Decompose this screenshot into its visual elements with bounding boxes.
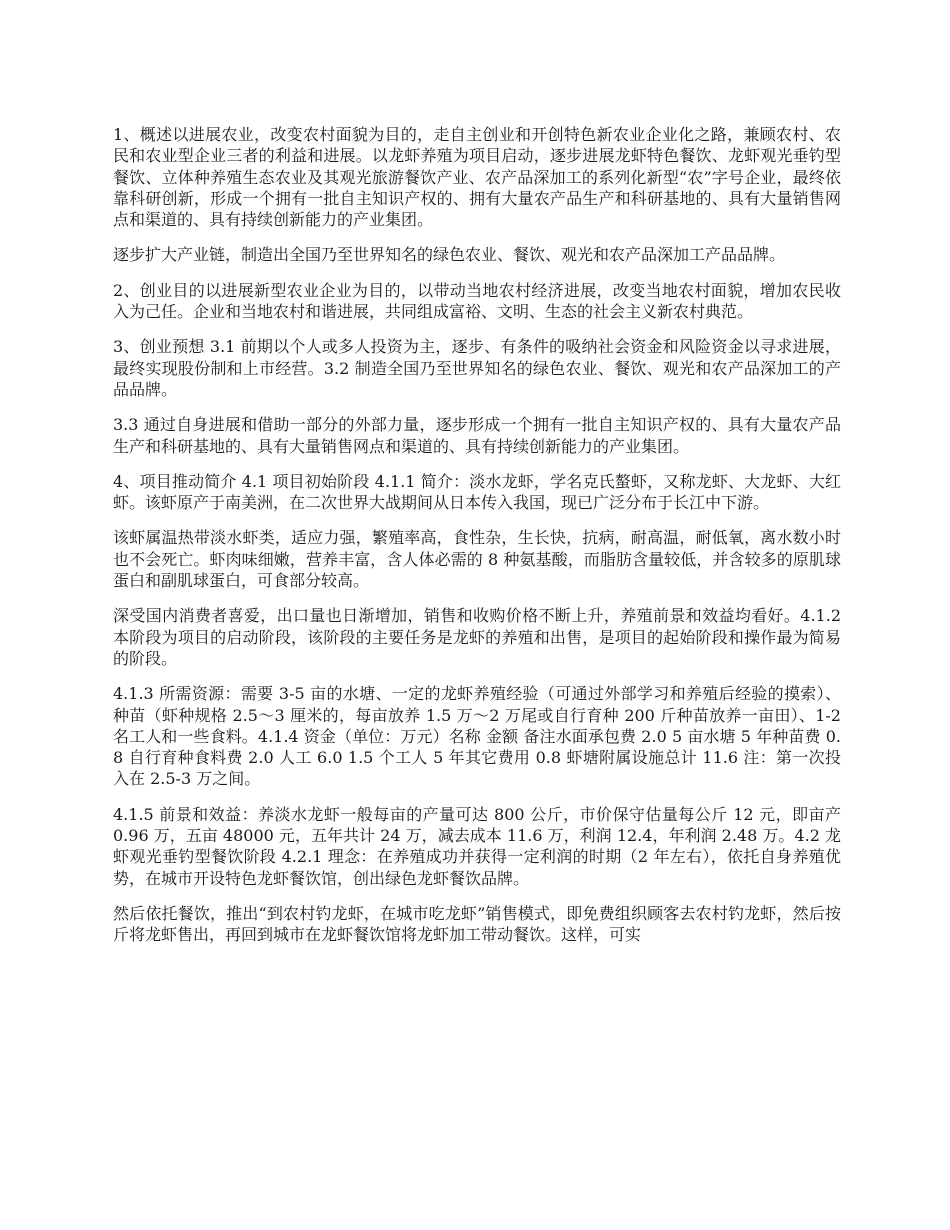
paragraph-2: 逐步扩大产业链，制造出全国乃至世界知名的绿色农业、餐饮、观光和农产品深加工产品品牌。 xyxy=(113,245,786,265)
paragraph-4: 3、创业预想 3.1 前期以个人或多人投资为主，逐步、有条件的吸纳社会资金和风险资金以寻求进展，最终实现股份制和上市经营。3.2 制造全国乃至世界知名的绿色农业、餐饮、观光和农产品深加工的产品品牌。 xyxy=(113,337,841,399)
paragraph-3: 2、创业目的以进展新型农业企业为目的，以带动当地农村经济进展，改变当地农村面貌，增加农民收入为己任。企业和当地农村和谐进展，共同组成富裕、文明、生态的社会主义新农村典范。 xyxy=(113,280,841,322)
paragraph-8: 深受国内消费者喜爱，出口量也日渐增加，销售和收购价格不断上升，养殖前景和效益均看好。4.1.2 本阶段为项目的启动阶段，该阶段的主要任务是龙虾的养殖和出售，是项目的起始阶段和操作最为简易的阶段。 xyxy=(113,606,841,668)
document-body xyxy=(113,124,841,960)
paragraph-6: 4、项目推动简介 4.1 项目初始阶段 4.1.1 简介：淡水龙虾，学名克氏螯虾，又称龙虾、大龙虾、大红虾。该虾原产于南美洲，在二次世界大战期间从日本传入我国，现已广泛分布于长江中下游。 xyxy=(113,471,841,513)
paragraph-11: 然后依托餐饮，推出“到农村钓龙虾，在城市吃龙虾”销售模式，即免费组织顾客去农村钓龙虾，然后按斤将龙虾售出，再回到城市在龙虾餐饮馆将龙虾加工带动餐饮。这样，可实 xyxy=(113,903,841,945)
paragraph-10: 4.1.5 前景和效益：养淡水龙虾一般每亩的产量可达 800 公斤，市价保守估量每公斤 12 元，即亩产 0.96 万，五亩 48000 元，五年共计 24 万，减去成本 11.6 万，利润 12.4，年利润 2.48 万。4.2 龙虾观光垂钓型餐饮阶段 4.2.1 理念：在养殖成功并获得一定利润的时期（2 年左右），依托自身养殖优势，在城市开设特色龙虾餐饮馆，创出绿色龙虾餐饮品牌。 xyxy=(113,804,841,888)
paragraph-7: 该虾属温热带淡水虾类，适应力强，繁殖率高，食性杂，生长快，抗病，耐高温，耐低氧，离水数小时也不会死亡。虾肉味细嫩，营养丰富，含人体必需的 8 种氨基酸，而脂肪含量较低，并含较多的原肌球蛋白和副肌球蛋白，可食部分较高。 xyxy=(113,528,841,591)
paragraph-1: 1、概述以进展农业，改变农村面貌为目的，走自主创业和开创特色新农业企业化之路，兼顾农村、农民和农业型企业三者的利益和进展。以龙虾养殖为项目启动，逐步进展龙虾特色餐饮、龙虾观光垂钓型餐饮、立体种养殖生态农业及其观光旅游餐饮产业、农产品深加工的系列化新型“农”字号企业，最终依靠科研创新，形成一个拥有一批自主知识产权的、拥有大量农产品生产和科研基地的、具有大量销售网点和渠道的、具有持续创新能力的产业集团。 xyxy=(113,125,841,230)
paragraph-5: 3.3 通过自身进展和借助一部分的外部力量，逐步形成一个拥有一批自主知识产权的、具有大量农产品生产和科研基地的、具有大量销售网点和渠道的、具有持续创新能力的产业集团。 xyxy=(113,415,841,456)
paragraph-9: 4.1.3 所需资源：需要 3-5 亩的水塘、一定的龙虾养殖经验（可通过外部学习和养殖后经验的摸索）、种苗（虾种规格 2.5～3 厘米的，每亩放养 1.5 万～2 万尾或自行育种 200 斤种苗放养一亩田）、1-2 名工人和一些食料。4.1.4 资金（单位：万元）名称 金额 备注水面承包费 2.0 5 亩水塘 5 年种苗费 0.8 自行育种食料费 2.0 人工 6.0 1.5 个工人 5 年其它费用 0.8 虾塘附属设施总计 11.6 注：第一次投入在 2.5-3 万之间。 xyxy=(113,684,841,789)
